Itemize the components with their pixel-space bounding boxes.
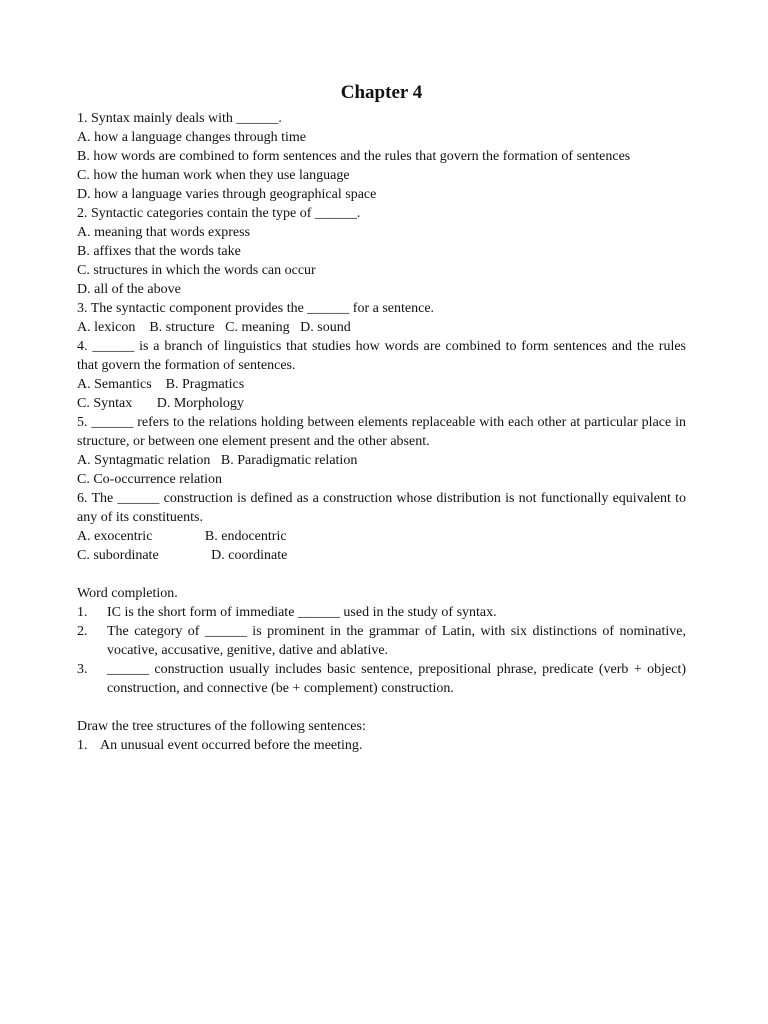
tree-section-heading: Draw the tree structures of the following sentences:	[77, 719, 366, 734]
question-1-option-d: D. how a language varies through geographical space	[77, 187, 377, 202]
document-page	[77, 80, 686, 755]
question-2-option-d: D. all of the above	[77, 282, 181, 297]
item-number: 1.	[77, 738, 88, 753]
question-5-option-c: C. Co-occurrence relation	[77, 472, 222, 487]
tree-sentence-item	[77, 736, 686, 755]
word-completion-item	[77, 622, 686, 660]
question-4-stem: 4. ______ is a branch of linguistics that studies how words are combined to form sentences and the rules that govern the formation of sentences.	[77, 339, 686, 373]
question-2-stem: 2. Syntactic categories contain the type of ______.	[77, 206, 361, 221]
item-number: 1.	[77, 605, 88, 620]
question-1-option-a: A. how a language changes through time	[77, 130, 306, 145]
question-3-stem: 3. The syntactic component provides the ______ for a sentence.	[77, 301, 435, 316]
section-spacer	[77, 565, 686, 584]
question-5-options-ab: A. Syntagmatic relation B. Paradigmatic relation	[77, 453, 358, 468]
question-1-option-c: C. how the human work when they use language	[77, 168, 350, 183]
question-6-options-cd: C. subordinate D. coordinate	[77, 548, 288, 563]
question-6-options-ab: A. exocentric B. endocentric	[77, 529, 287, 544]
page-title: Chapter 4	[340, 82, 423, 103]
question-1-stem: 1. Syntax mainly deals with ______.	[77, 111, 282, 126]
question-3-options: A. lexicon B. structure C. meaning D. sound	[77, 320, 351, 335]
item-text: An unusual event occurred before the meeting.	[100, 738, 363, 753]
item-number: 3.	[77, 662, 88, 677]
item-number: 2.	[77, 624, 88, 639]
question-6-stem: 6. The ______ construction is defined as a construction whose distribution is not functionally equivalent to any of its constituents.	[77, 491, 686, 525]
question-2-option-a: A. meaning that words express	[77, 225, 251, 240]
item-text: The category of ______ is prominent in the grammar of Latin, with six distinctions of nominative, vocative, accusative, genitive, dative and ablative.	[107, 624, 686, 658]
question-2-option-b: B. affixes that the words take	[77, 244, 241, 259]
word-completion-item	[77, 603, 686, 622]
question-5-stem: 5. ______ refers to the relations holding between elements replaceable with each other at particular place in structure, or between one element present and the other absent.	[77, 415, 686, 449]
question-4-options-ab: A. Semantics B. Pragmatics	[77, 377, 245, 392]
item-text: ______ construction usually includes basic sentence, prepositional phrase, predicate (verb + object) construction, and connective (be + complement) construction.	[107, 662, 686, 696]
word-completion-heading: Word completion.	[77, 586, 178, 601]
section-spacer	[77, 698, 686, 717]
word-completion-item	[77, 660, 686, 698]
item-text: IC is the short form of immediate ______ used in the study of syntax.	[107, 605, 497, 620]
question-2-option-c: C. structures in which the words can occur	[77, 263, 316, 278]
question-1-option-b: B. how words are combined to form sentences and the rules that govern the formation of sentences	[77, 149, 631, 164]
question-4-options-cd: C. Syntax D. Morphology	[77, 396, 244, 411]
